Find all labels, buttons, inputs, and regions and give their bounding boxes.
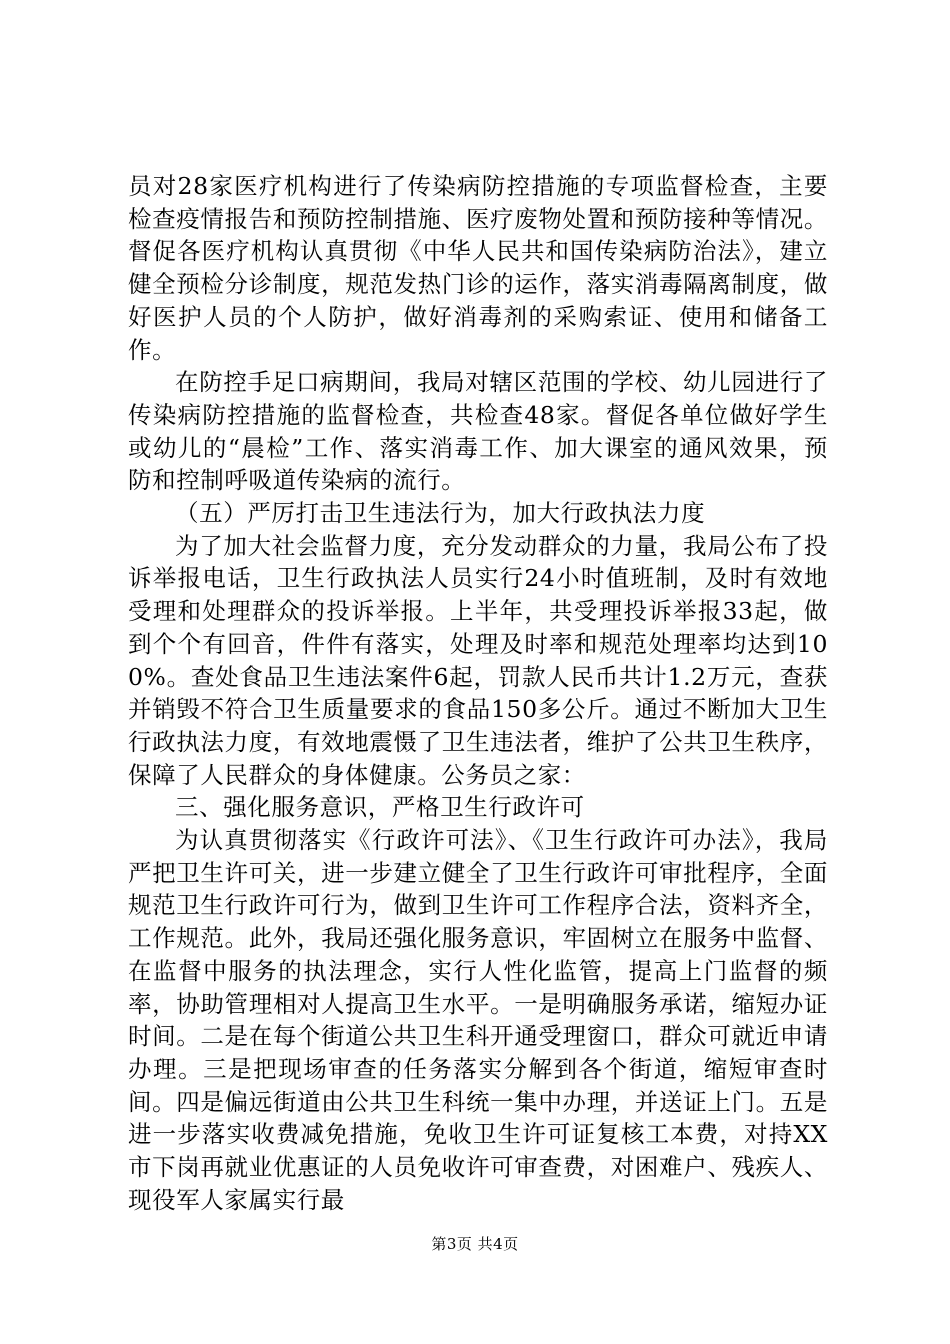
- paragraph-hand-foot-mouth: 在防控手足口病期间，我局对辖区范围的学校、幼儿园进行了传染病防控措施的监督检查，共检查48家。督促各单位做好学生或幼儿的“晨检”工作、落实消毒工作、加大课室的通风效果，预防和控制呼吸道传染病的流行。: [128, 368, 828, 495]
- section-heading-licensing: 三、强化服务意识，严格卫生行政许可: [175, 793, 585, 822]
- paragraph-licensing: 为认真贯彻落实《行政许可法》、《卫生行政许可办法》，我局严把卫生许可关，进一步建立健全了卫生行政许可审批程序，全面规范卫生行政许可行为，做到卫生许可工作程序合法，资料齐全，工作规范。此外，我局还强化服务意识，牢固树立在服务中监督、在监督中服务的执法理念，实行人性化监管，提高上门监督的频率，协助管理相对人提高卫生水平。一是明确服务承诺，缩短办证时间。二是在每个街道公共卫生科开通受理窗口，群众可就近申请办理。三是把现场审查的任务落实分解到各个街道，缩短审查时间。四是偏远街道由公共卫生科统一集中办理，并送证上门。五是进一步落实收费减免措施，免收卫生许可证复核工本费，对持XX市下岗再就业优惠证的人员免收许可审查费，对困难户、残疾人、现役军人家属实行最: [128, 826, 828, 1214]
- paragraph-continuation-inspection: 员对28家医疗机构进行了传染病防控措施的专项监督检查，主要检查疫情报告和预防控制措施、医疗废物处置和预防接种等情况。督促各医疗机构认真贯彻《中华人民共和国传染病防治法》，建立健全预检分诊制度，规范发热门诊的运作，落实消毒隔离制度，做好医护人员的个人防护，做好消毒剂的采购索证、使用和储备工作。: [128, 172, 828, 364]
- document-body: [128, 170, 828, 1217]
- page-footer: 第3页 共4页: [431, 1235, 519, 1253]
- paragraph-complaints: 为了加大社会监督力度，充分发动群众的力量，我局公布了投诉举报电话，卫生行政执法人员实行24小时值班制，及时有效地受理和处理群众的投诉举报。上半年，共受理投诉举报33起，做到个个有回音，件件有落实，处理及时率和规范处理率均达到100%。查处食品卫生违法案件6起，罚款人民币共计1.2万元，查获并销毁不符合卫生质量要求的食品150多公斤。通过不断加大卫生行政执法力度，有效地震慑了卫生违法者，维护了公共卫生秩序，保障了人民群众的身体健康。公务员之家：: [128, 531, 828, 789]
- section-heading-enforcement: （五）严厉打击卫生违法行为，加大行政执法力度: [175, 499, 706, 528]
